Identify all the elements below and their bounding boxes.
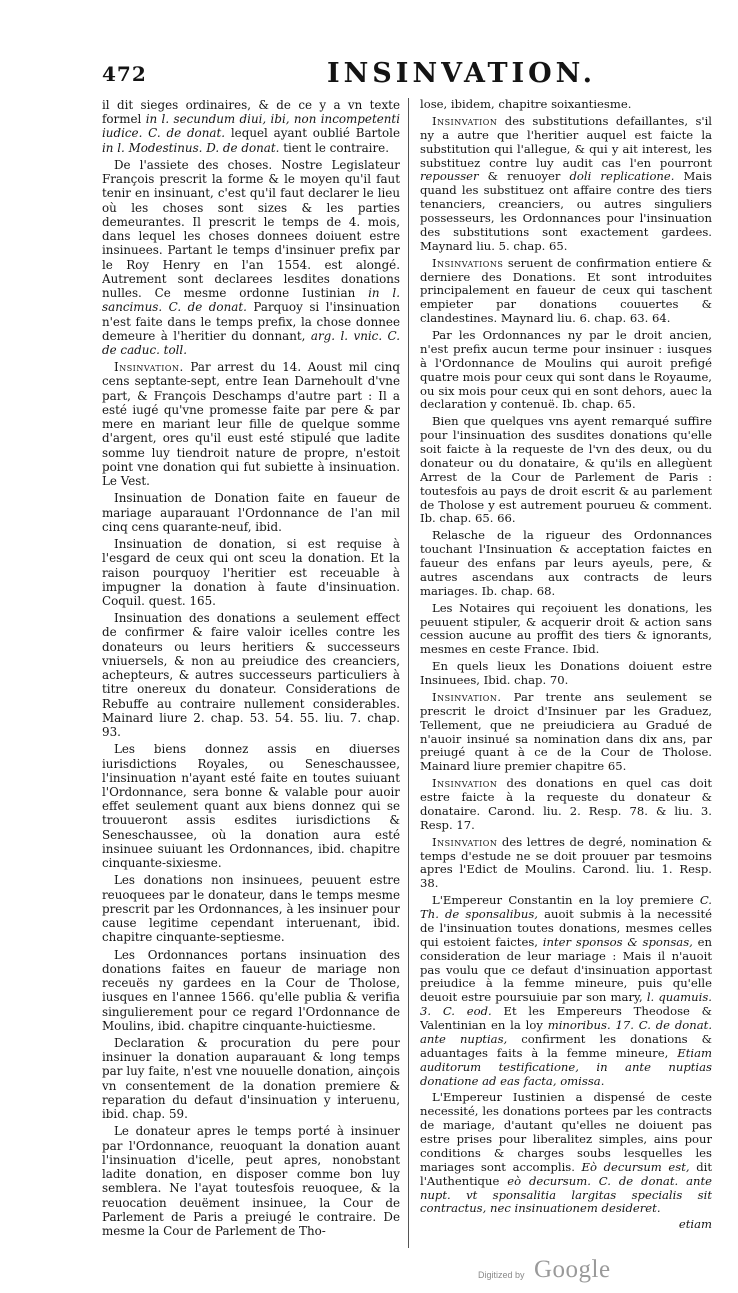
paragraph-text: Bien que quelques vns ayent remarqué suffire pour l'insinuation des susdites donations qu'elle soit faicte à la requeste de l'vn des deux, ou du donateur ou du donataire, & qu'ils en allegùent Arrest de la Cour de Parlement de Paris : toutesfois au pays de droit escrit & au parlement de Tholose y est autrement pourueu & comment. Ib. chap. 65. 66. bbox=[420, 414, 712, 526]
latin-citation: Eò decursum est, bbox=[581, 1159, 690, 1174]
paragraph bbox=[102, 873, 400, 944]
paragraph-text: Par arrest du 14. Aoust mil cinq cens septante-sept, entre Iean Darnehoult d'vne part, & François Deschamps d'autre part : Il a esté iugé qu'vne promesse faite par pere & par mere en mariant leur fille de quelque somme d'argent, ores qu'il eust esté stipulé que ladite somme luy tiendroit nature de propre, n'estoit point vne donation qui fut subiette à insinuation. Le Vest. bbox=[102, 360, 400, 489]
paragraph-text: Insinuation de Donation faite en faueur de mariage auparauant l'Ordonnance de l'an mil cinq cens quarante-neuf, ibid. bbox=[102, 491, 400, 534]
entry-heading: Insinvation bbox=[432, 113, 498, 128]
latin-citation: inter sponsos & sponsas, bbox=[542, 934, 693, 949]
paragraph-text: Par les Ordonnances ny par le droit ancien, n'est prefix aucun terme pour insinuer : iusques à l'Ordonnance de Moulins qui auroit prefigé quatre mois pour ceux qui sont dans le Royaume, ou six mois pour ceux qui en sont dehors, auec la declaration y contenuë. Ib. chap. 65. bbox=[420, 328, 712, 412]
paragraph-text: En quels lieux les Donations doiuent estre Insinuees, Ibid. chap. 70. bbox=[420, 659, 712, 687]
paragraph-text: Le donateur apres le temps porté à insinuer par l'Ordonnance, reuoquant la donation auant l'insinuation d'icelle, peut apres, nonobstant ladite donation, en disposer comme bon luy semblera. Ne l'ayat toutesfois reuoquee, & la reuocation deuëment insinuee, la Cour de Parlement de Paris a preiugé le contraire. De mesme la Cour de Parlement de Tho- bbox=[102, 1124, 400, 1239]
paragraph bbox=[102, 1036, 400, 1121]
catchword: etiam bbox=[678, 1217, 712, 1232]
running-title: INSINVATION. bbox=[327, 58, 597, 89]
paragraph-text: dit l'Authentique bbox=[420, 1159, 712, 1188]
paragraph-text: lose, ibidem, chapitre soixantiesme. bbox=[420, 98, 632, 111]
paragraph-text: Les biens donnez assis en diuerses iurisdictions Royales, ou Seneschaussee, l'insinuation n'ayant esté faite en toutes suiuant l'Ordonnance, sera bonne & valable pour auoir effet seulement quant aux biens donnez qui se trouueront assis esdites iurisdictions & Seneschaussee, où la donation aura esté insinuee suiuant les Ordonnances, ibid. chapitre cinquante-sixiesme. bbox=[102, 742, 400, 871]
latin-citation: in l. Modestinus. D. de donat. bbox=[102, 140, 280, 155]
entry-heading: Insinvation. bbox=[432, 689, 502, 704]
entry-heading: Insinvation bbox=[432, 776, 498, 791]
latin-citation: minoribus. 17. C. de donat. ante nuptias, bbox=[420, 1018, 712, 1046]
latin-citation: arg. l. vnic. C. de caduc. toll. bbox=[102, 328, 400, 357]
paragraph bbox=[102, 742, 400, 870]
paragraph-text: il dit sieges ordinaires, & de ce y a vn texte formel bbox=[102, 98, 400, 127]
digitized-by-google-watermark bbox=[478, 1256, 611, 1286]
paragraph-text: auoit submis à la necessité de l'insinuation toutes donations, mesmes celles qui estoient faictes, bbox=[420, 907, 712, 949]
entry-heading: Insinvations bbox=[432, 255, 504, 270]
paragraph-text: L'Empereur Iustinien a dispensé de ceste necessité, les donations portees par les contracts de mariage, d'autant qu'elles ne doiuent pas estre prises pour liberalitez simples, ains pour conditions & charges soubs lesquelles les mariages sont accomplis. bbox=[420, 1090, 712, 1174]
paragraph bbox=[420, 836, 712, 892]
paragraph-text: des substitutions defaillantes, s'il ny a autre que l'heritier auquel est faicte la substitution qui l'allegue, & qui y ait interest, les substituez contre luy audit cas l'en pourront bbox=[420, 113, 712, 170]
paragraph-text: Les Ordonnances portans insinuation des donations faites en faueur de mariage non receuës ny gardees en la Cour de Tholose, iusques en l'annee 1566. qu'elle publia & verifia singulierement pour ce regard l'Ordonnance de Moulins, ibid. chapitre cinquante-huictiesme. bbox=[102, 947, 400, 1033]
paragraph bbox=[102, 158, 400, 357]
paragraph-text: des lettres de degré, nomination & temps d'estude ne se doit prouuer par tesmoins apres l'Edict de Moulins. Carond. liu. 1. Resp. 38. bbox=[420, 834, 712, 891]
latin-citation: in l. secundum diui, ibi, non incompetenti iudice. C. de donat. bbox=[102, 112, 400, 141]
paragraph bbox=[102, 98, 400, 155]
paragraph-text: des donations en quel cas doit estre faicte à la requeste du donateur & donataire. Carond. liu. 2. Resp. 78. & liu. 3. Resp. 17. bbox=[420, 776, 712, 832]
paragraph bbox=[420, 115, 712, 254]
paragraph-text: tient le contraire. bbox=[279, 140, 389, 155]
paragraph-text: Les donations non insinuees, peuuent estre reuoquees par le donateur, dans le temps mesme prescrit par les Ordonnances, à les insinuer pour cause legitime cependant interuenant, ibid. chapitre cinquante-septiesme. bbox=[102, 873, 400, 945]
paragraph bbox=[420, 660, 712, 688]
paragraph bbox=[102, 1124, 400, 1238]
paragraph-text: confirment les donations & aduantages faits à la femme mineure, bbox=[420, 1031, 712, 1060]
watermark-prefix: Digitized by bbox=[478, 1270, 525, 1280]
latin-citation: C. Th. de sponsalibus, bbox=[420, 893, 712, 921]
paragraph-text: L'Empereur Constantin en la loy premiere bbox=[432, 893, 700, 908]
left-text-column bbox=[102, 98, 400, 1243]
latin-citation: eò decursum. C. de donat. ante nupt. vt sponsalitia largitas specialis sit contractus, nec insinuationem desideret. bbox=[420, 1173, 712, 1216]
paragraph bbox=[420, 777, 712, 833]
paragraph bbox=[420, 691, 712, 774]
paragraph-text: Mais quand les substituez ont affaire contre des tiers tenanciers, creanciers, ou autres singuliers possesseurs, les Ordonnances pour l'insinuation des substitutions sont exactement gardees. Maynard liu. 5. chap. 65. bbox=[420, 169, 712, 253]
paragraph-text: Relasche de la rigueur des Ordonnances touchant l'Insinuation & acceptation faictes en faueur des enfans par leurs ayeuls, pere, & autres ascendans aux contracts de leurs mariages. Ib. chap. 68. bbox=[420, 528, 712, 598]
paragraph bbox=[102, 360, 400, 488]
paragraph-text: Declaration & procuration du pere pour insinuer la donation auparauant & long temps par luy faite, n'est vne nouuelle donation, ainçois vn consentement de la donation premiere & reparation du defaut d'insinuation y interuenu, ibid. chap. 59. bbox=[102, 1036, 400, 1122]
paragraph-text: Parquoy si l'insinuation n'est faite dans le temps prefix, la chose donnee demeure à l'heritier du donnant, bbox=[102, 300, 400, 343]
paragraph-text: De l'assiete des choses. Nostre Legislateur François prescrit la forme & le moyen qu'il faut tenir en insinuant, c'est qu'il faut declarer le lieu où les choses sont sizes & les parties demeurantes. Il prescrit le temps de 4. mois, dans lequel les choses donnees doiuent estre insinuees. Partant le temps d'insinuer prefix par le Roy Henry en l'an 1554. est alongé. Autrement sont declarees lesdites donations nulles. Ce mesme ordonne Iustinian bbox=[102, 157, 400, 301]
paragraph bbox=[102, 537, 400, 608]
paragraph-text: en consideration de leur mariage : Mais il n'auoit pas voulu que ce defaut d'insinuation apportast preiudice à la femme mineure, puis qu'elle deuoit estre poursuiuie par son mary, bbox=[420, 934, 712, 1005]
entry-heading: Insinvation. bbox=[114, 360, 184, 375]
paragraph-text: lequel ayant oublié Bartole bbox=[225, 126, 400, 141]
latin-citation: repousser bbox=[420, 169, 479, 184]
paragraph-text: Et les Empereurs Theodose & Valentinian en la loy bbox=[420, 1004, 712, 1032]
paragraph-text: Insinuation des donations a seulement effect de confirmer & faire valoir icelles contre les donateurs ou leurs heritiers & successeurs vniuersels, & non au preiudice des creanciers, achepteurs, & autres successeurs particuliers à titre onereux du donateur. Considerations de Rebuffe au contraire nullement considerables. Mainard liure 2. chap. 53. 54. 55. liu. 7. chap. 93. bbox=[102, 611, 400, 740]
entry-heading: Insinvation bbox=[432, 834, 498, 849]
paragraph bbox=[420, 894, 712, 1088]
latin-citation: Etiam auditorum testificatione, in ante nuptias donatione ad eas facta, omissa. bbox=[420, 1045, 712, 1088]
paragraph bbox=[102, 611, 400, 739]
paragraph bbox=[102, 948, 400, 1033]
latin-citation: doli replicatione. bbox=[569, 169, 675, 184]
paragraph-text: Les Notaires qui reçoiuent les donations, les peuuent stipuler, & acquerir droit & action sans cession aucune au proffit des tiers & ignorants, mesmes en ceste France. Ibid. bbox=[420, 600, 712, 657]
column-divider bbox=[408, 98, 409, 1248]
latin-citation: l. quamuis. 3. C. eod. bbox=[420, 990, 712, 1019]
paragraph bbox=[102, 491, 400, 534]
page-header bbox=[102, 58, 712, 94]
page-number: 472 bbox=[102, 62, 147, 86]
paragraph bbox=[420, 602, 712, 658]
google-logo: Google bbox=[534, 1256, 611, 1283]
right-text-column bbox=[420, 98, 712, 1256]
paragraph-text: Insinuation de donation, si est requise à l'esgard de ceux qui ont sceu la donation. Et la raison pourquoy l'heritier est receuable à impugner la donation à faute d'insinuation. Coquil. quest. 165. bbox=[102, 537, 400, 608]
paragraph-text: Par trente ans seulement se prescrit le droict d'Insinuer par les Graduez, Tellement, que ne preiudiciera au Gradué de n'auoir insinué sa nomination dans dix ans, par preiugé quant à ce de la Cour de Tholose. Mainard liure premier chapitre 65. bbox=[420, 689, 712, 774]
paragraph-text: seruent de confirmation entiere & derniere des Donations. Et sont introduites principalement en faueur de ceux qui taschent empieter par donations couuertes & clandestines. Maynard liu. 6. chap. 63. 64. bbox=[420, 255, 712, 326]
paragraph bbox=[420, 1091, 712, 1216]
paragraph bbox=[420, 257, 712, 326]
paragraph bbox=[420, 415, 712, 526]
paragraph-text: & renuoyer bbox=[478, 169, 570, 184]
latin-citation: in l. sancimus. C. de donat. bbox=[102, 286, 400, 315]
paragraph bbox=[420, 529, 712, 598]
paragraph bbox=[420, 98, 712, 112]
paragraph bbox=[420, 329, 712, 412]
